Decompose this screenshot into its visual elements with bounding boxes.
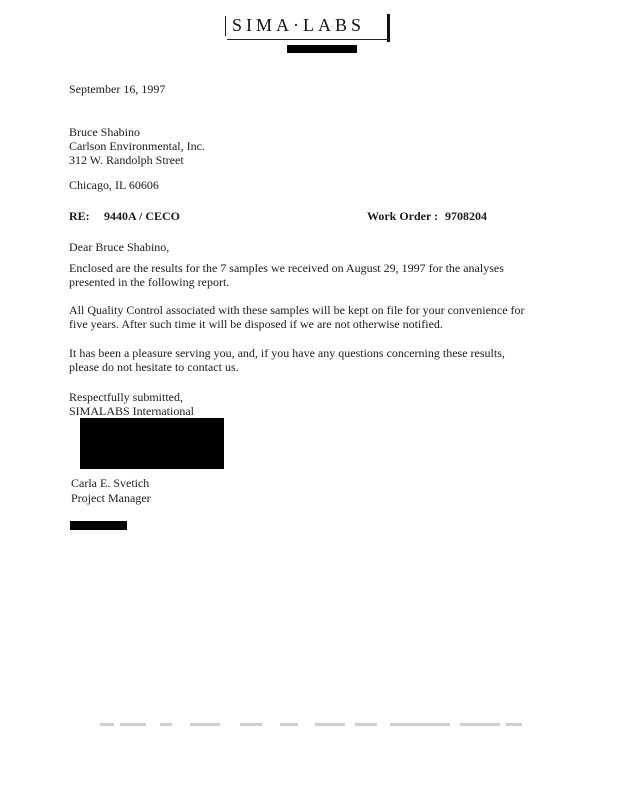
body-paragraph-2-line-1: All Quality Control associated with these samples will be kept on file for your convenience for <box>69 303 525 317</box>
logo-text: SIMA·LABS <box>232 15 366 35</box>
recipient-company: Carlson Environmental, Inc. <box>69 139 205 153</box>
logo-left-rule <box>225 16 226 36</box>
closing-organization: SIMALABS International <box>69 404 194 418</box>
footer-scan-noise <box>100 720 524 730</box>
body-paragraph-2-line-2: five years. After such time it will be disposed if we are not otherwise notified. <box>69 317 443 331</box>
closing-phrase: Respectfully submitted, <box>69 390 183 404</box>
redaction-bar-small <box>70 521 127 530</box>
letterhead-logo <box>225 14 391 40</box>
signer-title: Project Manager <box>71 491 151 505</box>
re-value: 9440A / CECO <box>104 209 181 223</box>
logo-right-rule <box>387 14 390 42</box>
redacted-signature <box>80 418 224 469</box>
salutation: Dear Bruce Shabino, <box>69 240 170 254</box>
logo-underline <box>227 39 389 40</box>
body-paragraph-1-line-2: presented in the following report. <box>69 275 230 289</box>
redaction-bar-header <box>287 45 357 53</box>
recipient-street: 312 W. Randolph Street <box>69 153 184 167</box>
body-paragraph-1-line-1: Enclosed are the results for the 7 samples we received on August 29, 1997 for the analyses <box>69 261 504 275</box>
letter-date: September 16, 1997 <box>69 82 166 96</box>
recipient-city: Chicago, IL 60606 <box>69 178 159 192</box>
re-label: RE: <box>69 209 90 223</box>
work-order-label: Work Order : <box>367 209 439 223</box>
recipient-name: Bruce Shabino <box>69 125 140 139</box>
body-paragraph-3-line-2: please do not hesitate to contact us. <box>69 360 239 374</box>
work-order-value: 9708204 <box>445 209 487 223</box>
body-paragraph-3-line-1: It has been a pleasure serving you, and, if you have any questions concerning these results, <box>69 346 505 360</box>
signer-name: Carla E. Svetich <box>71 476 150 490</box>
faint-footer-noise <box>100 720 524 730</box>
